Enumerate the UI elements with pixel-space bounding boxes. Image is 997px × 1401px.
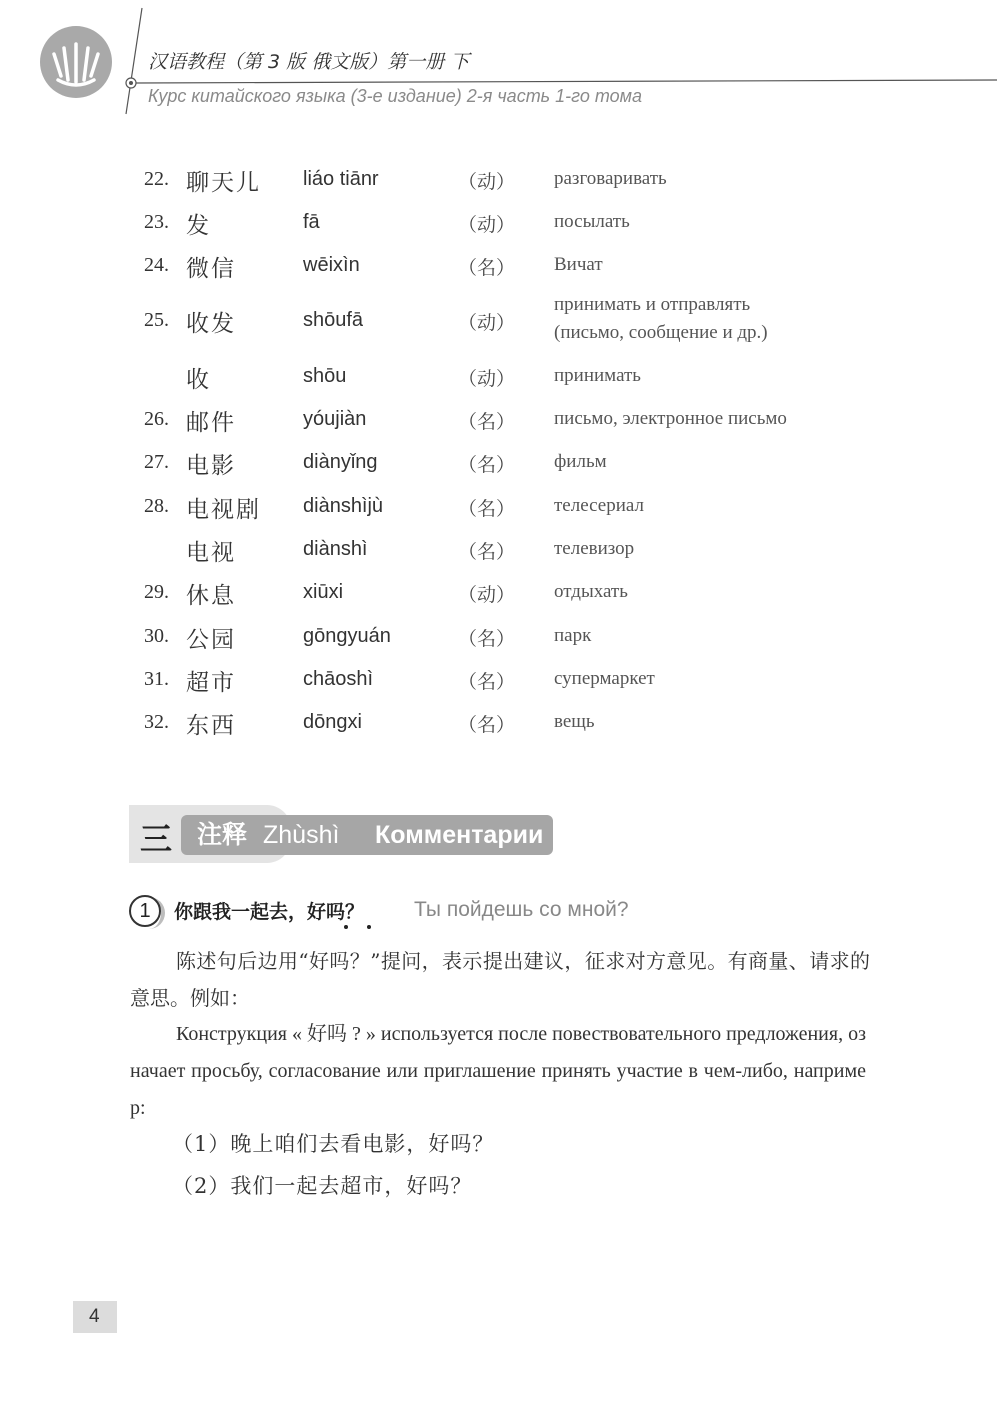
vocab-pinyin: diànyǐng <box>303 451 378 473</box>
example-sentence: （2）我们一起去超市，好吗？ <box>172 1174 473 1198</box>
vocab-part-of-speech: （名） <box>458 628 516 650</box>
vocab-translation: принимать и отправлять <box>554 294 751 315</box>
vocab-hanzi: 发 <box>186 213 211 239</box>
vocab-number: 27. <box>144 451 169 473</box>
vocab-part-of-speech: （名） <box>458 714 516 736</box>
vocab-number: 26. <box>144 408 169 430</box>
vocab-part-of-speech: （名） <box>458 411 516 433</box>
page-number: 4 <box>89 1306 100 1327</box>
vocab-translation: телесериал <box>554 495 644 516</box>
section-title-ru: Комментарии <box>375 821 544 849</box>
vocab-translation-note: (письмо, сообщение и др.) <box>554 322 768 343</box>
section-number: 三 <box>140 820 173 858</box>
note-heading-ru: Ты пойдешь со мной? <box>414 898 629 921</box>
section-banner <box>181 815 553 855</box>
vocab-pinyin: gōngyuán <box>303 625 391 647</box>
vocab-part-of-speech: （动） <box>458 171 516 193</box>
book-title-zh: 汉语教程（第 3 版 俄文版）第一册 下 <box>148 51 470 73</box>
book-title-ru: Курс китайского языка (3-е издание) 2-я часть 1-го тома <box>148 86 642 106</box>
vocab-translation: отдыхать <box>554 581 628 602</box>
vocab-pinyin: xiūxi <box>303 581 344 603</box>
section-title-pinyin: Zhùshì <box>263 821 340 849</box>
vocab-pinyin: diànshì <box>303 538 368 560</box>
vocab-hanzi: 公园 <box>186 627 236 653</box>
vocab-part-of-speech: （动） <box>458 584 516 606</box>
vocab-number: 32. <box>144 711 169 733</box>
vocab-part-of-speech: （名） <box>458 541 516 563</box>
vocab-hanzi: 邮件 <box>186 410 236 436</box>
vocab-translation: Вичат <box>554 254 603 275</box>
vocab-translation: письмо, электронное письмо <box>554 408 787 429</box>
vocab-hanzi: 休息 <box>186 583 236 609</box>
note-number: 1 <box>129 895 161 927</box>
vocab-number: 25. <box>144 309 169 331</box>
vocab-hanzi: 收发 <box>186 311 236 337</box>
vocab-part-of-speech: （名） <box>458 498 516 520</box>
vocab-translation: принимать <box>554 365 641 386</box>
vocab-translation: посылать <box>554 211 630 232</box>
example-sentence: （1）晚上咱们去看电影，好吗？ <box>172 1132 495 1156</box>
vocab-hanzi: 收 <box>186 367 211 393</box>
note-paragraph-zh: 陈述句后边用“好吗？”提问，表示提出建议，征求对方意见。有商量、请求的意思。例如： <box>130 949 870 1010</box>
vocab-part-of-speech: （动） <box>458 368 516 390</box>
vocab-hanzi: 电影 <box>186 453 236 479</box>
vocab-number: 29. <box>144 581 169 603</box>
vocab-pinyin: dōngxi <box>303 711 362 733</box>
vocab-translation: парк <box>554 625 592 646</box>
vocab-pinyin: shōufā <box>303 309 364 331</box>
note-heading-zh: 你跟我一起去，好吗？ <box>174 901 365 923</box>
vocab-hanzi: 东西 <box>186 713 236 739</box>
emphasis-dot <box>367 925 371 929</box>
vocab-hanzi: 电视剧 <box>186 497 261 523</box>
vocab-part-of-speech: （动） <box>458 214 516 236</box>
vocab-pinyin: diànshìjù <box>303 495 384 517</box>
vocab-hanzi: 超市 <box>186 670 236 696</box>
vocab-translation: фильм <box>554 451 607 472</box>
vocab-pinyin: shōu <box>303 365 347 387</box>
vocab-number: 23. <box>144 211 169 233</box>
vocab-part-of-speech: （名） <box>458 257 516 279</box>
vocab-pinyin: fā <box>303 211 320 233</box>
vocab-number: 22. <box>144 168 169 190</box>
vocab-part-of-speech: （动） <box>458 312 516 334</box>
vocab-pinyin: wēixìn <box>303 254 360 276</box>
vocab-number: 30. <box>144 625 169 647</box>
vocab-translation: вещь <box>554 711 595 732</box>
vocab-number: 28. <box>144 495 169 517</box>
vocab-hanzi: 聊天儿 <box>186 170 261 196</box>
vocab-number: 31. <box>144 668 169 690</box>
vocab-pinyin: yóujiàn <box>303 408 367 430</box>
vocab-translation: телевизор <box>554 538 635 559</box>
vocab-hanzi: 电视 <box>186 540 236 566</box>
vocab-number: 24. <box>144 254 169 276</box>
page-number-box <box>73 1301 117 1333</box>
vocab-hanzi: 微信 <box>186 256 236 282</box>
vocab-translation: разговаривать <box>554 168 667 189</box>
section-title-zh: 注释 <box>197 820 248 849</box>
note-paragraph-ru: Конструкция « 好吗 ? » используется после повествовательного предложения, означает просьбу, согласование или приглашение принять участие в чем-либо, например: <box>130 1023 866 1119</box>
vocab-translation: супермаркет <box>554 668 655 689</box>
emphasis-dot <box>344 925 348 929</box>
vocab-pinyin: chāoshì <box>303 668 374 690</box>
vocab-part-of-speech: （名） <box>458 454 516 476</box>
vocab-pinyin: liáo tiānr <box>303 168 379 190</box>
vocab-part-of-speech: （名） <box>458 671 516 693</box>
